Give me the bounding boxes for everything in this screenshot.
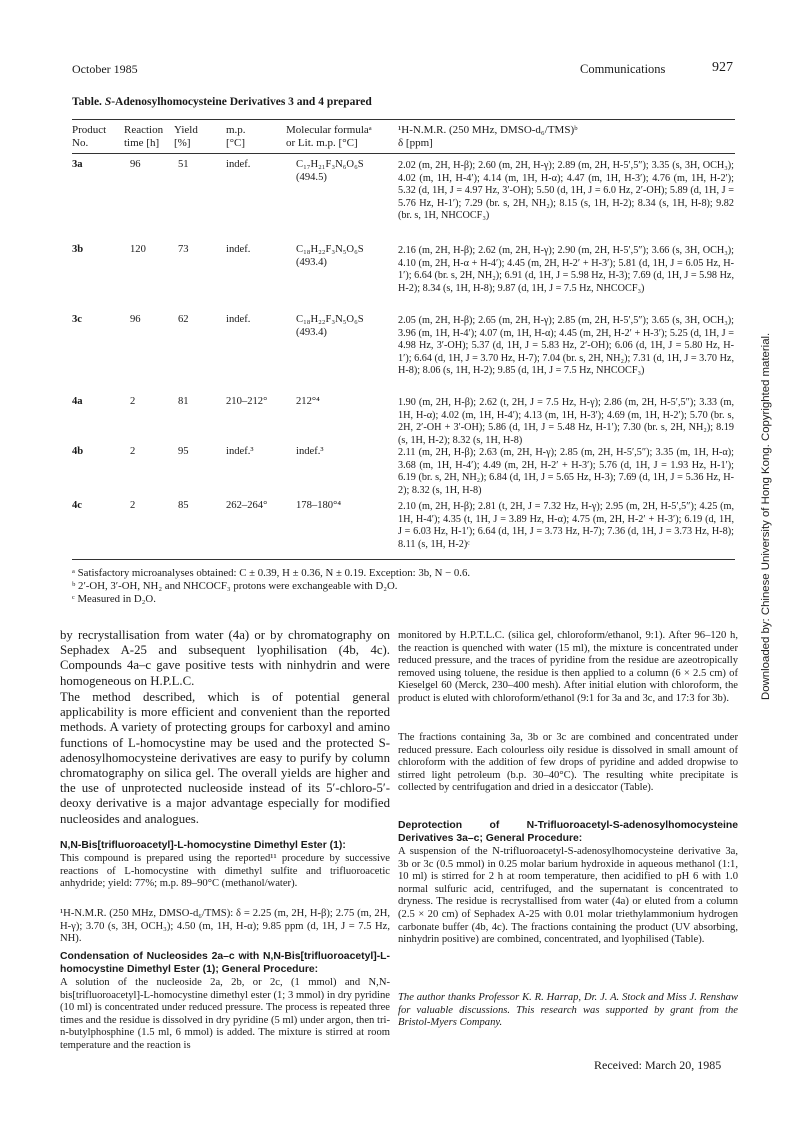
- table-top-rule: [72, 119, 735, 120]
- download-watermark: Downloaded by: Chinese University of Hong Kong. Copyrighted material.: [760, 332, 772, 700]
- footnote-a: ᵃ Satisfactory microanalyses obtained: C ± 0.39, H ± 0.36, N ± 0.19. Exception: 3b, N − 0.6.: [72, 567, 471, 579]
- right-para-2: The fractions containing 3a, 3b or 3c are combined and concentrated under reduced pressure. Each colourless oily residue is dissolved in small amount of chloroform with the addition of few drops of pyridine and added dropwise to stirred light petroleum (b.p. 30–40°C). The resulting white precipitate is collected by centrifugation and dried in a desiccator (Table).: [398, 732, 738, 794]
- table-title-italic: S: [104, 96, 112, 108]
- table-title-prefix: Table.: [72, 96, 102, 108]
- received-date: Received: March 20, 1985: [594, 1058, 722, 1072]
- section-name: Communications: [580, 62, 666, 76]
- nmr-text: 1.90 (m, 2H, H-β); 2.62 (t, 2H, J = 7.5 Hz, H-γ); 2.86 (m, 2H, H-5′,5″); 3.33 (m, 1H, H-α); 4.02 (m, 1H, H-4′); 4.13 (m, 1H, H-3′); 4.69 (m, 1H, H-2′); 5.70 (br. s, 2H, 2′-OH + 3′-OH); 5.86 (d, 1H, J = 5.48 Hz, H-1′); 7.30 (br. s, 2H, NH₂); 8.19 (s, 1H, H-2); 8.32 (s, 1H, H-8): [398, 397, 734, 446]
- nmr-text: 2.11 (m, 2H, H-β); 2.63 (m, 2H, H-γ); 2.85 (m, 2H, H-5′,5″); 3.35 (m, 1H, H-α); 3.68 (m, 1H, H-4′); 4.49 (m, 2H, H-2′ + H-3′); 5.76 (d, 1H, J = 1.93 Hz, H-1′); 6.19 (br. s, 2H, NH₂); 6.84 (d, 1H, J = 5.65 Hz, H-3); 7.69 (d, 1H, J = 5.36 Hz, H-2); 8.32 (s, 1H, H-8): [398, 447, 734, 496]
- nmr-text: 2.10 (m, 2H, H-β); 2.81 (t, 2H, J = 7.32 Hz, H-γ); 2.95 (m, 2H, H-5′,5″); 4.25 (m, 1H, H-4′); 4.35 (t, 1H, J = 3.89 Hz, H-α); 4.75 (m, 2H, H-2′ + H-3′); 6.19 (d, 1H, J = 6.03 Hz, H-1′); 6.64 (d, 1H, J = 3.73 Hz, H-7); 7.36 (d, 1H, J = 3.73 Hz, H-8); 8.11 (s, 1H, H-2)ᶜ: [398, 501, 734, 550]
- table-header-rule: [72, 153, 735, 154]
- left-para-1: by recrystallisation from water (4a) or by chromatography on Sephadex A-25 and subsequent lyophilisation (4b, 4c). Compounds 4a–c gave positive tests with ninhydrin and were homogeneous on H.P.L.C.: [60, 628, 390, 688]
- left-para-3: This compound is prepared using the reported¹¹ procedure by successive reactions of L-homocystine with dimethyl sulfite and trifluoroacetic anhydride; yield: 77%; m.p. 89–90°C (methanol/water).: [60, 853, 390, 890]
- col-header-formula: Molecular formulaᵃ or Lit. m.p. [°C]: [286, 124, 372, 149]
- left-para-4: ¹H-N.M.R. (250 MHz, DMSO-d₆/TMS): δ = 2.25 (m, 2H, H-β); 2.75 (m, 2H, H-γ); 3.70 (s, 3H, OCH₃); 4.50 (m, 1H, H-α); 9.85 ppm (d, 1H, J = 7.5 Hz, NH).: [60, 908, 390, 945]
- col-header-mp: m.p. [°C]: [226, 124, 246, 149]
- issue-date: October 1985: [72, 62, 138, 76]
- heading-deprotection: Deprotection of N-Trifluoroacetyl-S-adenosylhomocysteine Derivatives 3a–c; General Procedure:: [398, 820, 738, 844]
- table-title-rest: -Adenosylhomocysteine Derivatives 3 and 4 prepared: [111, 96, 372, 108]
- acknowledgement: The author thanks Professor K. R. Harrap, Dr. J. A. Stock and Miss J. Renshaw for valuable discussions. This research was supported by grant from the Bristol-Myers Company.: [398, 992, 738, 1029]
- left-para-5: A solution of the nucleoside 2a, 2b, or 2c, (1 mmol) and N,N-bis[trifluoroacetyl]-L-homocystine dimethyl ester (1; 3 mmol) in dry pyridine (10 ml) is concentrated under reduced pressure. The process is repeated three times and the residue is dissolved in dry pyridine (5 ml) under argon, then tri-n-butylphosphine (1.5 ml, 6 mmol) is added. The mixture is stirred at room temperature and the reaction is: [60, 977, 390, 1051]
- footnote-b: ᵇ 2′-OH, 3′-OH, NH₂ and NHCOCF₃ protons were exchangeable with D₂O.: [72, 580, 398, 592]
- col-header-yield: Yield [%]: [174, 124, 198, 149]
- page-number: 927: [712, 60, 733, 75]
- right-para-3: A suspension of the N-trifluoroacetyl-S-adenosylhomocysteine derivative 3a, 3b or 3c (0.5 mmol) in 0.25 molar barium hydroxide in aqueous methanol (1:1, 10 ml) is stirred for 2 h at room temperature, then acidified to pH 6 with 1.0 normal sulfuric acid, centrifuged, and the supernatant is concentrated to dryness. The residue is recrystallised from water (4a) or eluted from a column (2.5 × 20 cm) of Sephadex A-25 with 0.01 molar triethylammonium hydrogen carbonate buffer (4b, 4c). The fractions containing the product (UV absorbing, ninhydrin positive) are combined, concentrated, and lyophilised (Table).: [398, 846, 738, 946]
- left-para-2: The method described, which is of potential general applicability is more efficient and convenient than the reported methods. A variety of protecting groups for carboxyl and amino functions of L-homocystine may be used and the protected S-adenosylhomocysteine derivatives are easy to purify by column chromatography on silica gel. The overall yields are higher and the use of unprotected nucleoside instead of its 5′-chloro-5′-deoxy derivative is a major advantage especially for modified nucleosides and analogues.: [60, 690, 390, 826]
- col-header-nmr: ¹H-N.M.R. (250 MHz, DMSO-d₆/TMS)ᵇ δ [ppm]: [398, 124, 578, 149]
- nmr-text: 2.02 (m, 2H, H-β); 2.60 (m, 2H, H-γ); 2.89 (m, 2H, H-5′,5″); 3.35 (s, 3H, OCH₃); 4.02 (m, 1H, H-4′); 4.14 (m, 1H, H-α); 4.47 (m, 1H, H-3′); 4.76 (m, 1H, H-2′); 5.32 (d, 1H, J = 4.97 Hz, 3′-OH); 5.50 (d, 1H, J = 6.0 Hz, 2′-OH); 5.89 (d, 1H, J = 5.76 Hz, H-1′); 7.29 (br. s, 2H, NH₂); 8.15 (s, 1H, H-2); 8.34 (s, 1H, H-8); 9.82 (br. s, 1H, NHCOCF₃): [398, 160, 734, 221]
- heading-condensation: Condensation of Nucleosides 2a–c with N,N-Bis[trifluoroacetyl]-L-homocystine Dimethyl Ester (1); General Procedure:: [60, 951, 390, 975]
- col-header-reaction-time: Reaction time [h]: [124, 124, 164, 149]
- nmr-text: 2.05 (m, 2H, H-β); 2.65 (m, 2H, H-γ); 2.85 (m, 2H, H-5′,5″); 3.65 (s, 3H, OCH₃); 3.96 (m, 1H, H-4′); 4.07 (m, 1H, H-α); 4.45 (m, 2H, H-2′ + H-3′); 5.25 (d, 1H, J = 4.98 Hz, 3′-OH); 5.37 (d, 1H, J = 5.83 Hz, 2′-OH); 6.06 (d, 1H, J = 5.80 Hz, H-1′); 6.64 (d, 1H, J = 3.70 Hz, H-7); 7.04 (br. s, 2H, NH₂); 7.31 (d, 1H, J = 3.70 Hz, H-8); 8.06 (s, 1H, H-2); 9.85 (d, 1H, J = 7.5 Hz, NHCOCF₃): [398, 315, 734, 376]
- col-header-product: Product No.: [72, 124, 107, 149]
- heading-homocystine-ester: N,N-Bis[trifluoroacetyl]-L-homocystine Dimethyl Ester (1):: [60, 840, 346, 851]
- journal-page: October 1985 Communications 927 Table. S-Adenosylhomocysteine Derivatives 3 and 4 prepared Product No. Reaction time [h] Yield [%] m.p. [°C] Molecular formulaᵃ or Lit. m.p. [°C] ¹H-N.M.R. (250 MHz, DMSO-d₆/TMS)ᵇ δ [ppm] 3a 96 51 indef. C₁₇H₂₁F₃N₆O₆S (494.5) 2.02 (m, 2H, H-β); 2.60 (m, 2H, H-γ); 2.89 (m, 2H, H-5′,5″); 3.35 (s, 3H, OCH₃); 4.02 (m, 1H, H-4′); 4.14 (m, 1H, H-α); 4.47 (m, 1H, H-3′); 4.76 (m, 1H, H-2′); 5.32 (d, 1H, J = 4.97 Hz, 3′-OH); 5.50 (d, 1H, J = 6.0 Hz, 2′-OH); 5.89 (d, 1H, J = 5.76 Hz, H-1′); 7.29 (br. s, 2H, NH₂); 8.15 (s, 1H, H-2); 8.34 (s, 1H, H-8); 9.82 (br. s, 1H, NHCOCF₃) 3b 120 73 indef. C₁₈H₂₂F₃N₅O₆S (493.4) 2.16 (m, 2H, H-β); 2.62 (m, 2H, H-γ); 2.90 (m, 2H, H-5′,5″); 3.66 (s, 3H, OCH₃); 4.10 (m, 2H, H-α + H-4′); 4.45 (m, 2H, H-2′ + H-3′); 5.81 (d, 1H, J = 6.05 Hz, H-1′); 6.64 (br. s, 2H, NH₂); 6.91 (d, 1H, J = 5.98 Hz, H-3); 7.69 (d, 1H, J = 5.98 Hz, H-2); 8.34 (s, 1H, H-8); 9.87 (d, 1H, J = 7.5 Hz, NHCOCF₃) 3c 96 62 indef. C₁₈H₂₂F₃N₅O₆S (493.4) 2.05 (m, 2H, H-β); 2.65 (m, 2H, H-γ); 2.85 (m, 2H, H-5′,5″); 3.65 (s, 3H, OCH₃); 3.96 (m, 1H, H-4′); 4.07 (m, 1H, H-α); 4.45 (m, 2H, H-2′ + H-3′); 5.25 (d, 1H, J = 4.98 Hz, 3′-OH); 5.37 (d, 1H, J = 5.83 Hz, 2′-OH); 6.06 (d, 1H, J = 5.80 Hz, H-1′); 6.64 (d, 1H, J = 3.70 Hz, H-7); 7.04 (br. s, 2H, NH₂); 7.31 (d, 1H, J = 3.70 Hz, H-8); 8.06 (s, 1H, H-2); 9.85 (d, 1H, J = 7.5 Hz, NHCOCF₃) 4a 2 81 210–212° 212°⁴ 1.90 (m, 2H, H-β); 2.62 (t, 2H, J = 7.5 Hz, H-γ); 2.86 (m, 2H, H-5′,5″); 3.33 (m, 1H, H-α); 4.02 (m, 1H, H-4′); 4.13 (m, 1H, H-3′); 4.69 (m, 1H, H-2′); 5.70 (br. s, 2H, 2′-OH + 3′-OH); 5.86 (d, 1H, J = 5.48 Hz, H-1′); 7.30 (br. s, 2H, NH₂); 8.19 (s, 1H, H-2); 8.32 (s, 1H, H-8) 4b 2 95 indef.³ indef.³ 2.11 (m, 2H, H-β); 2.63 (m, 2H, H-γ); 2.85 (m, 2H, H-5′,5″); 3.35 (m, 1H, H-α); 3.68 (m, 1H, H-4′); 4.49 (m, 2H, H-2′ + H-3′); 5.76 (d, 1H, J = 1.93 Hz, H-1′); 6.19 (br. s, 2H, NH₂); 6.84 (d, 1H, J = 5.65 Hz, H-3); 7.69 (d, 1H, J = 5.36 Hz, H-2); 8.32 (s, 1H, H-8) 4c 2 85 262–264° 178–180°⁴ 2.10 (m, 2H, H-β); 2.81 (t, 2H, J = 7.32 Hz, H-γ); 2.95 (m, 2H, H-5′,5″); 4.25 (m, 1H, H-4′); 4.35 (t, 1H, J = 3.89 Hz, H-α); 4.75 (m, 2H, H-2′ + H-3′); 6.19 (d, 1H, J = 6.03 Hz, H-1′); 6.64 (d, 1H, J = 3.73 Hz, H-7); 7.36 (d, 1H, J = 3.73 Hz, H-8); 8.11 (s, 1H, H-2)ᶜ ᵃ Satisfactory microanalyses obtained: C ± 0.39, H ± 0.36, N ± 0.19. Exception: 3b, N − 0.6. ᵇ 2′-OH, 3′-OH, NH₂ and NHCOCF₃ protons were exchangeable with D₂O. ᶜ Measured in D₂O. by recrystallisation from water (4a) or by chromatography on Sephadex A-25 and subsequent lyophilisation (4b, 4c). Compounds 4a–c gave positive tests with ninhydrin and were homogeneous on H.P.L.C. The method described, which is of potential general applicability is more efficient and convenient than the reported methods. A variety of protecting groups for carboxyl and amino functions of L-homocystine may be used and the protected S-adenosylhomocysteine derivatives are easy to purify by column chromatography on silica gel. The overall yields are higher and the use of unprotected nucleoside instead of its 5′-chloro-5′-deoxy derivative is a major advantage especially for modified nucleosides and analogues. N,N-Bis[trifluoroacetyl]-L-homocystine Dimethyl Ester (1): This compound is prepared using the reported¹¹ procedure by successive reactions of L-homocystine with dimethyl sulfite and trifluoroacetic anhydride; yield: 77%; m.p. 89–90°C (methanol/water). ¹H-N.M.R. (250 MHz, DMSO-d₆/TMS): δ = 2.25 (m, 2H, H-β); 2.75 (m, 2H, H-γ); 3.70 (s, 3H, OCH₃); 4.50 (m, 1H, H-α); 9.85 ppm (d, 1H, J = 7.5 Hz, NH). Condensation of Nucleosides 2a–c with N,N-Bis[trifluoroacetyl]-L-homocystine Dimethyl Ester (1); General Procedure: A solution of the nucleoside 2a, 2b, or 2c, (1 mmol) and N,N-bis[trifluoroacetyl]-L-homocystine dimethyl ester (1; 3 mmol) in dry pyridine (10 ml) is concentrated under reduced pressure. The process is repeated three times and the residue is dissolved in dry pyridine (5 ml) under argon, then tri-n-butylphosphine (1.5 ml, 6 mmol) is added. The mixture is stirred at room temperature and the reaction is monitored by H.P.T.L.C. (silica gel, chloroform/ethanol, 9:1). After 96–120 h, the reaction is quenched with water (15 ml), the mixture is concentrated under reduced pressure, and the traces of pyridine from the residue are azeotropically removed using toluene, the residue is then applied to a column (6 × 2.5 cm) of Kieselgel 60 (Merck, 230–400 mesh). After initial elution with chloroform, the product is eluted with chloroform/ethanol (9:1 for 3a and 3c, and 17:3 for 3b). The fractions containing 3a, 3b or 3c are combined and concentrated under reduced pressure. Each colourless oily residue is dissolved in small amount of chloroform with the addition of few drops of pyridine and added dropwise to stirred light petroleum (b.p. 30–40°C). The resulting white precipitate is collected by centrifugation and dried in a desiccator (Table). Deprotection of N-Trifluoroacetyl-S-adenosylhomocysteine Derivatives 3a–c; General Procedure: A suspension of the N-trifluoroacetyl-S-adenosylhomocysteine derivative 3a, 3b or 3c (0.5 mmol) in 0.25 molar barium hydroxide in aqueous methanol (1:1, 10 ml) is stirred for 2 h at room temperature, then acidified to pH 6 with 1.0 normal sulfuric acid, centrifuged, and the supernatant is concentrated to dryness. The residue is recrystallised from water (4a) or eluted from a column (2.5 × 20 cm) of Sephadex A-25 with 0.01 molar triethylammonium hydrogen carbonate buffer (4b, 4c). The fractions containing the product (UV absorbing, ninhydrin positive) are combined, concentrated, and lyophilised (Table). The author thanks Professor K. R. Harrap, Dr. J. A. Stock and Miss J. Renshaw for valuable discussions. This research was supported by grant from the Bristol-Myers Company. Received: March 20, 1985 Downloaded by: Chinese University of Hong Kong. Copyrighted material.: [60, 60, 772, 1072]
- table-bottom-rule: [72, 559, 735, 560]
- table-title: [72, 96, 372, 108]
- footnote-c: ᶜ Measured in D₂O.: [72, 593, 156, 605]
- nmr-text: 2.16 (m, 2H, H-β); 2.62 (m, 2H, H-γ); 2.90 (m, 2H, H-5′,5″); 3.66 (s, 3H, OCH₃); 4.10 (m, 2H, H-α + H-4′); 4.45 (m, 2H, H-2′ + H-3′); 5.81 (d, 1H, J = 6.05 Hz, H-1′); 6.64 (br. s, 2H, NH₂); 6.91 (d, 1H, J = 5.98 Hz, H-3); 7.69 (d, 1H, J = 5.98 Hz, H-2); 8.34 (s, 1H, H-8); 9.87 (d, 1H, J = 7.5 Hz, NHCOCF₃): [398, 245, 734, 294]
- right-para-1: monitored by H.P.T.L.C. (silica gel, chloroform/ethanol, 9:1). After 96–120 h, the reaction is quenched with water (15 ml), the mixture is concentrated under reduced pressure, and the traces of pyridine from the residue are azeotropically removed using toluene, the residue is then applied to a column (6 × 2.5 cm) of Kieselgel 60 (Merck, 230–400 mesh). After initial elution with chloroform, the product is eluted with chloroform/ethanol (9:1 for 3a and 3c, and 17:3 for 3b).: [398, 630, 738, 704]
